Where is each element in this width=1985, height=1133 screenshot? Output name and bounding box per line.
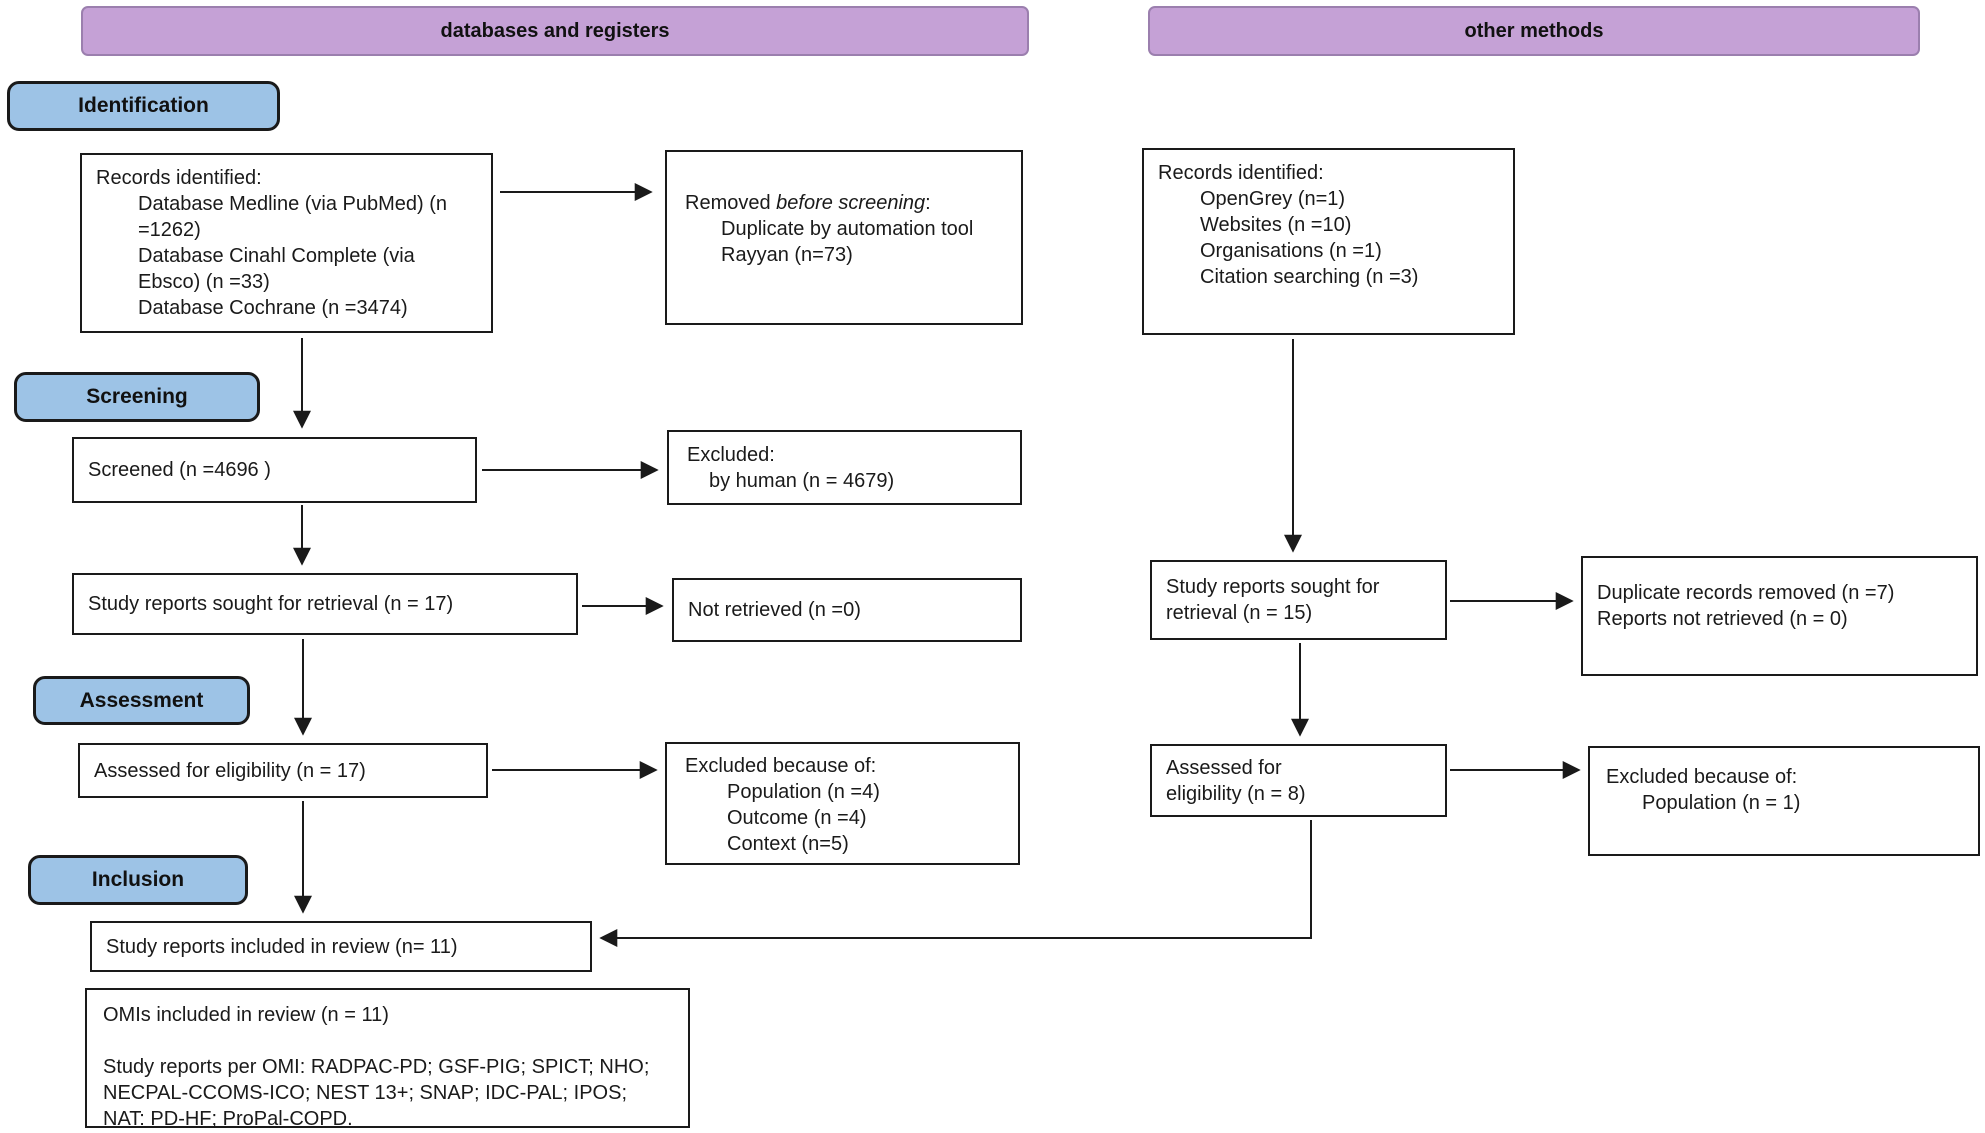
box-item: Citation searching (n =3): [1200, 266, 1419, 288]
box-title: Excluded because of:: [1606, 766, 1798, 788]
stage-label-identification: [7, 81, 280, 131]
sought-retrieval-right-box: [1150, 560, 1447, 640]
column-header-label: other methods: [1464, 19, 1604, 42]
box-item: by human (n = 4679): [709, 470, 895, 492]
box-title: Excluded:: [687, 444, 775, 466]
box-item: OpenGrey (n=1): [1200, 188, 1346, 210]
not-retrieved-box: [672, 578, 1022, 642]
records-identified-other-box: [1142, 148, 1515, 335]
stage-label-screening: [14, 372, 260, 422]
box-text: Study reports included in review (n= 11): [106, 935, 458, 958]
box-text: Not retrieved (n =0): [688, 599, 861, 621]
box-item: Organisations (n =1): [1200, 240, 1382, 262]
stage-label-assessment: [33, 676, 250, 725]
sought-retrieval-left-box: [72, 573, 578, 635]
box-item: Websites (n =10): [1200, 214, 1352, 236]
column-header-databases-registers: [81, 6, 1029, 56]
italic-phrase: before screening: [776, 192, 926, 214]
box-text: Study reports per OMI: RADPAC-PD; GSF-PIG; SPICT; NHO; NECPAL-CCOMS-ICO; NEST 13+; SNAP; IDC-PAL; IPOS; NAT: PD-HF; ProPal-COPD.: [103, 1056, 650, 1130]
excluded-because-left-box: [665, 742, 1020, 865]
box-item: Duplicate by automation tool Rayyan (n=73): [721, 218, 974, 266]
duplicates-removed-box: [1581, 556, 1978, 676]
box-text: Study reports sought for retrieval (n = 15): [1166, 576, 1380, 624]
stage-label-text: Inclusion: [91, 868, 185, 891]
box-title: Records identified:: [96, 167, 262, 189]
stage-label-text: Screening: [86, 385, 188, 408]
box-item: Outcome (n =4): [727, 807, 867, 829]
box-text: Screened (n =4696 ): [88, 459, 271, 481]
column-header-other-methods: [1148, 6, 1920, 56]
assessed-eligibility-left-box: [78, 743, 488, 798]
included-in-review-box: [90, 921, 592, 972]
box-text: Assessed for eligibility (n = 8): [1166, 756, 1306, 805]
stage-label-text: Assessment: [79, 688, 204, 712]
box-item: Reports not retrieved (n = 0): [1597, 608, 1848, 630]
box-title: Removed before screening:: [685, 192, 931, 214]
box-title: OMIs included in review (n = 11): [103, 1004, 389, 1026]
spacer: [103, 1028, 674, 1054]
box-text: Study reports sought for retrieval (n = 17): [88, 593, 454, 615]
box-text: Assessed for eligibility (n = 17): [94, 759, 366, 782]
assessed-eligibility-right-box: [1150, 744, 1447, 817]
box-item: Context (n=5): [727, 833, 849, 855]
records-identified-databases-box: [80, 153, 493, 333]
box-item: Duplicate records removed (n =7): [1597, 582, 1895, 604]
omis-included-box: [85, 988, 690, 1128]
box-title: Excluded because of:: [685, 755, 877, 777]
screened-box: [72, 437, 477, 503]
removed-before-screening-box: [665, 150, 1023, 325]
box-item: Database Cinahl Complete (via Ebsco) (n =33): [138, 245, 415, 293]
box-item: Population (n =4): [727, 781, 880, 803]
box-title: Records identified:: [1158, 162, 1324, 184]
column-header-label: databases and registers: [440, 19, 670, 42]
stage-label-text: Identification: [78, 94, 209, 117]
box-item: Database Medline (via PubMed) (n =1262): [138, 193, 448, 241]
stage-label-inclusion: [28, 855, 248, 905]
box-item: Database Cochrane (n =3474): [138, 297, 408, 319]
excluded-because-right-box: [1588, 746, 1980, 856]
box-item: Population (n = 1): [1642, 792, 1801, 814]
excluded-by-human-box: [667, 430, 1022, 505]
